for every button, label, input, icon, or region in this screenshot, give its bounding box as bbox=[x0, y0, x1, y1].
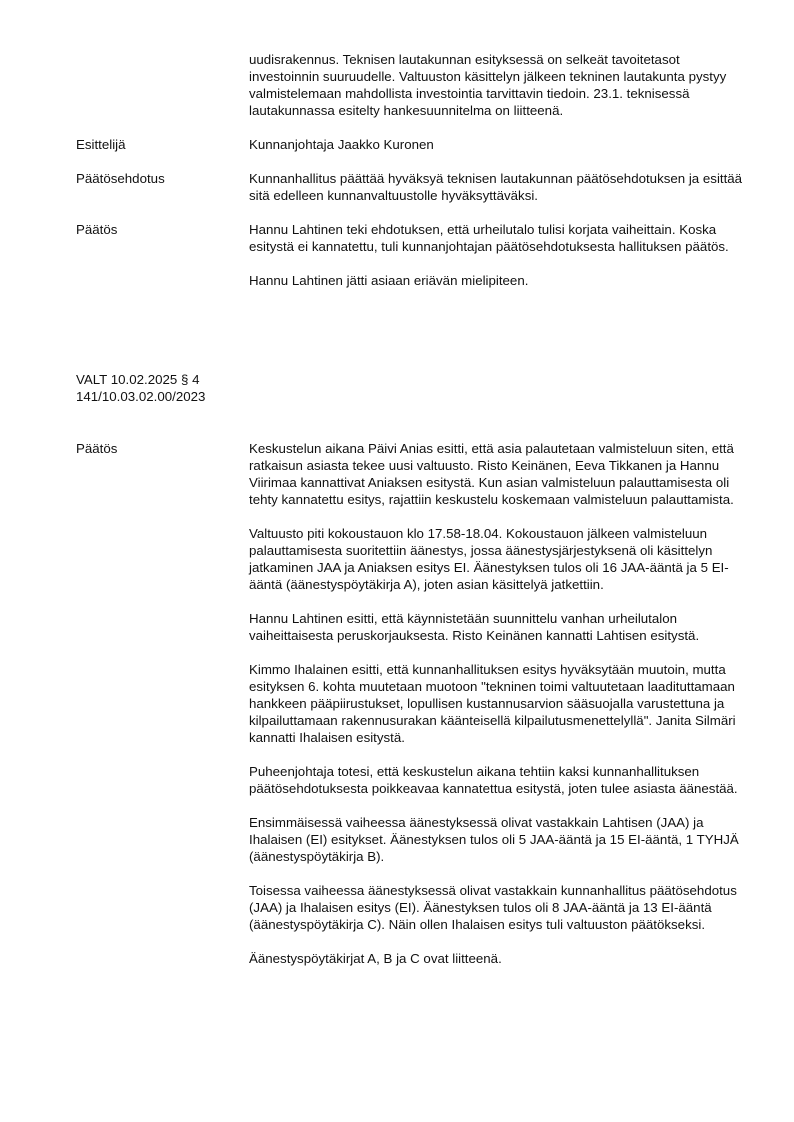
proposal-text: Kunnanhallitus päättää hyväksyä teknisen lautakunnan päätösehdotuksen ja esittää sitä edelleen kunnanvaltuustolle hyväksyttäväksi. bbox=[249, 171, 743, 203]
meeting-reference bbox=[76, 371, 236, 405]
valt-paragraph: Ensimmäisessä vaiheessa äänestyksessä olivat vastakkain Lahtisen (JAA) ja Ihalaisen (EI) esitykset. Äänestyksen tulos oli 5 JAA-ääntä ja 15 EI-ääntä, 1 TYHJÄ (äänestyspöytäkirja B). bbox=[249, 815, 739, 864]
valt-paragraph: Puheenjohtaja totesi, että keskustelun aikana tehtiin kaksi kunnanhallituksen päätösehdotuksesta poikkeavaa kannatettua esitystä, joten tulee asiasta äänestää. bbox=[249, 764, 738, 796]
reference-line-diary: 141/10.03.02.00/2023 bbox=[76, 389, 206, 404]
valt-decision-text bbox=[249, 440, 749, 967]
valt-paragraph: Hannu Lahtinen esitti, että käynnistetään suunnittelu vanhan urheilutalon vaiheittaisesta peruskorjauksesta. Risto Keinänen kannatti Lahtisen esitystä. bbox=[249, 611, 700, 643]
valt-paragraph: Toisessa vaiheessa äänestyksessä olivat vastakkain kunnanhallitus päätösehdotus (JAA) ja Ihalaisen esitys (EI). Äänestyksen tulos oli 8 JAA-ääntä ja 13 EI-ääntä (äänestyspöytäkirja C). Näin ollen Ihalaisen esitys tuli valtuuston päätökseksi. bbox=[249, 883, 737, 932]
decision-paragraph: Hannu Lahtinen teki ehdotuksen, että urheilutalo tulisi korjata vaiheittain. Koska esitystä ei kannatettu, tuli kunnanjohtajan päätösehdotuksesta hallituksen päätös. bbox=[249, 222, 729, 254]
decision-text bbox=[249, 221, 749, 289]
presenter-value: Kunnanjohtaja Jaakko Kuronen bbox=[249, 137, 434, 152]
decision-label: Päätös bbox=[76, 222, 118, 237]
valt-paragraph: Äänestyspöytäkirjat A, B ja C ovat liitteenä. bbox=[249, 951, 502, 966]
valt-paragraph: Valtuusto piti kokoustauon klo 17.58-18.04. Kokoustauon jälkeen valmisteluun palauttamisesta suoritettiin äänestys, jossa äänestysjärjestyksenä oli käsittelyn jatkaminen JAA ja Aniaksen esitys EI. Äänestyksen tulos oli 16 JAA-ääntä ja 5 EI-ääntä (äänestyspöytäkirja A), joten asian käsittelyä jatkettiin. bbox=[249, 526, 729, 592]
proposal-label: Päätösehdotus bbox=[76, 171, 165, 186]
decision-paragraph: Hannu Lahtinen jätti asiaan eriävän mielipiteen. bbox=[249, 273, 529, 288]
continued-paragraph: uudisrakennus. Teknisen lautakunnan esityksessä on selkeät tavoitetasot investoinnin suuruudelle. Valtuuston käsittelyn jälkeen tekninen lautakunta pystyy valmistelemaan mahdollista investointia tarvittavin tiedoin. 23.1. teknisessä lautakunnassa esitelty hankesuunnitelma on liitteenä. bbox=[249, 52, 727, 118]
presenter-label: Esittelijä bbox=[76, 137, 126, 152]
reference-line-date: VALT 10.02.2025 § 4 bbox=[76, 372, 200, 387]
valt-paragraph: Keskustelun aikana Päivi Anias esitti, että asia palautetaan valmisteluun siten, että ratkaisun asiasta tekee uusi valtuusto. Risto Keinänen, Eeva Tikkanen ja Hannu Viirimaa kannattivat Aniaksen esitystä. Kun asian valmisteluun palauttamisesta oli tehty kannatettu esitys, rajattiin keskustelu koskemaan valmisteluun palauttamista. bbox=[249, 441, 734, 507]
valt-paragraph: Kimmo Ihalainen esitti, että kunnanhallituksen esitys hyväksytään muutoin, mutta esityksen 6. kohta muutetaan muotoon "tekninen toimi valtuutetaan laadituttamaan hankkeen pääpiirustukset, lopullisen kustannusarvion sääsuojalla varustettuna ja kilpailuttamaan rakennusurakan käänteisellä kilpailutusmenettelyllä". Janita Silmäri kannatti Ihalaisen esitystä. bbox=[249, 662, 736, 745]
valt-decision-label: Päätös bbox=[76, 441, 118, 456]
